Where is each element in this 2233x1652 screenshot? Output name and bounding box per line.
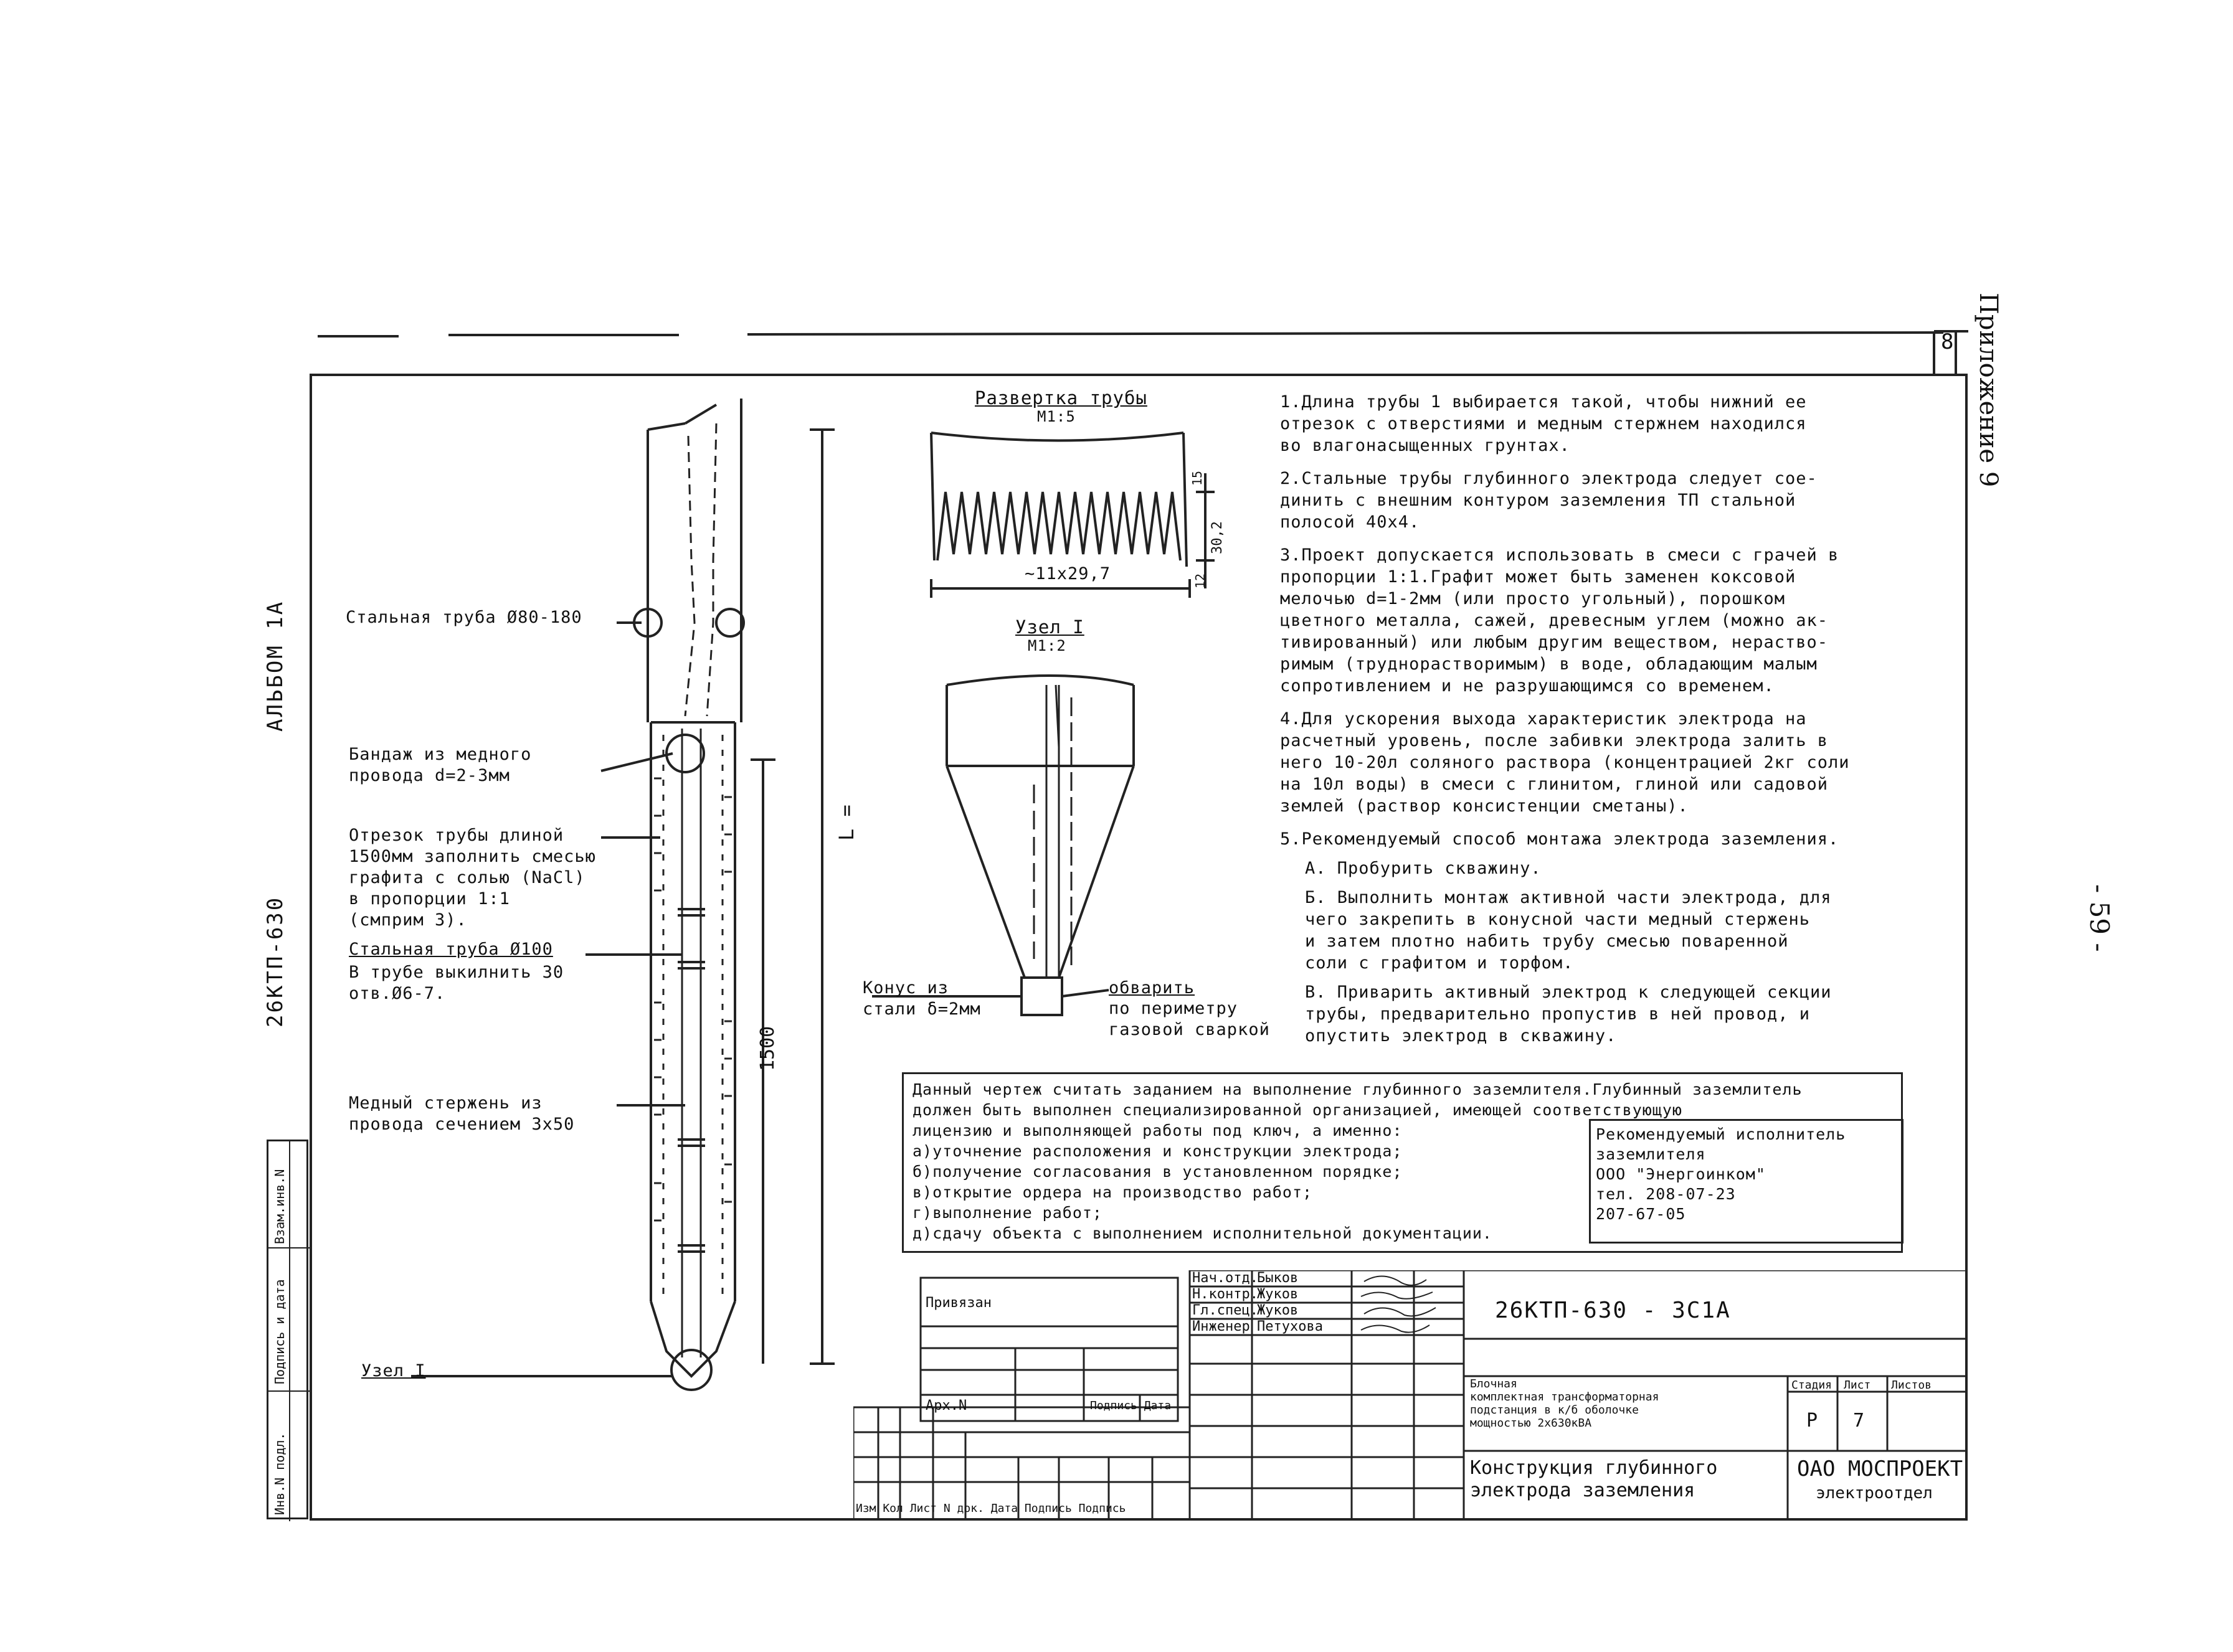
contractor-box: Рекомендуемый исполнитель заземлителя ООО "Энергоинком" тел. 208-07-23 207-67-05 bbox=[1589, 1119, 1904, 1244]
unfold-dim-height: 30,2 bbox=[1210, 521, 1225, 554]
unfold-title: Развертка трубы bbox=[975, 387, 1147, 408]
dim-1500: 1500 bbox=[757, 1026, 779, 1071]
sheet-corner-number: 8 bbox=[1941, 329, 1955, 354]
tb-code: 26КТП-630 - ЗС1А bbox=[1495, 1298, 1731, 1323]
note-4: 4.Для ускорения выхода характеристик электрода на расчетный уровень, после забивки электрода залить в него 10-20л соляного раствора (концентрацией 2кг соли на 10л воды) в смеси с глинитом, глиной или садовой землей (раствор консистенции сметаны). bbox=[1280, 709, 1850, 816]
label-pipe-segment: Отрезок трубы длиной 1500мм заполнить смесью графита с солью (NaCl) в пропорции 1:1 (смприм 3). bbox=[349, 826, 596, 930]
unfold-dim-width: ~11x29,7 bbox=[1025, 564, 1111, 583]
cone-label-right-title: обварить bbox=[1109, 978, 1195, 998]
dim-L: L = bbox=[835, 805, 858, 841]
tb-sign-date: Подпись Дата bbox=[1090, 1399, 1172, 1412]
tb-object: Блочная комплектная трансформаторная подстанция в к/б оболочке мощностью 2x630кВА bbox=[1470, 1377, 1659, 1430]
unfold-dim-top: 15 bbox=[1190, 470, 1205, 486]
label-node-ref: Узел I bbox=[361, 1361, 426, 1381]
notes bbox=[1280, 391, 1953, 1047]
tb-role-1: Нач.отд. bbox=[1192, 1270, 1258, 1286]
tb-stage-head: Стадия bbox=[1791, 1379, 1832, 1392]
label-steel-pipe-100: Стальная труба Ø100 bbox=[349, 940, 553, 959]
node-title: Узел I bbox=[1015, 616, 1084, 638]
tb-company: ОАО МОСПРОЕКТ bbox=[1797, 1456, 1963, 1481]
label-steel-pipe-80: Стальная труба Ø80-180 bbox=[346, 608, 582, 627]
info-box bbox=[902, 1072, 1903, 1253]
unfold-dim-right: 12 bbox=[1193, 573, 1208, 588]
tb-name-4: Петухова bbox=[1257, 1319, 1323, 1334]
label-steel-pipe-100-text: В трубе выкилнить 30 отв.Ø6-7. bbox=[349, 963, 564, 1003]
tb-stage: Р bbox=[1806, 1410, 1818, 1432]
label-copper-wire-band: Бандаж из медного провода d=2-3мм bbox=[349, 745, 532, 785]
tb-dept: электроотдел bbox=[1816, 1484, 1933, 1503]
tb-sheet-head: Лист bbox=[1844, 1379, 1871, 1392]
title-block bbox=[853, 1270, 1968, 1521]
note-3: 3.Проект допускается использовать в смеси с грачей в пропорции 1:1.Графит может быть заменен коксовой мелочью d=1-2мм (или просто угольный), порошком цветного металла, сажей, древесным углем (можно ак- тивированный) или любым другим веществом, нераство- римым (труднорастворимым) в воде, обладающим малым сопротивлением и не разрушающимся со временем. bbox=[1280, 545, 1839, 696]
note-2: 2.Стальные трубы глубинного электрода следует сое- динить с внешним контуром заземления ТП стальной полосой 40x4. bbox=[1280, 469, 1818, 532]
tb-name-3: Жуков bbox=[1257, 1303, 1299, 1318]
label-copper-rod: Медный стержень из провода сечением 3x50 bbox=[349, 1093, 575, 1134]
info-text: Данный чертеж считать заданием на выполнение глубинного заземлителя.Глубинный заземлитель должен быть выполнен специализированной организацией, имеющей соответствующую лицензию и выполняющей работы под ключ, а именно: а)уточнение расположения и конструкции электрода; б)получение согласования в установленном порядке; в)открытие ордера на производство работ; г)выполнение работ; д)сдачу объекта с выполнением исполнительной документации. bbox=[913, 1080, 1803, 1242]
tb-sheet: 7 bbox=[1853, 1410, 1865, 1432]
note-1: 1.Длина трубы 1 выбирается такой, чтобы нижний ее отрезок с отверстиями и медным стержнем находился во влагонасыщенных грунтах. bbox=[1280, 392, 1807, 455]
stamp-inv: Инв.N подл. bbox=[272, 1432, 287, 1515]
tb-name-2: Жуков bbox=[1257, 1286, 1299, 1302]
cone-label-left: Конус из стали δ=2мм bbox=[863, 978, 981, 1019]
album-label: АЛЬБОМ 1А bbox=[263, 600, 288, 732]
tb-role-3: Гл.спец. bbox=[1192, 1303, 1258, 1318]
stamp-sign: Подпись и дата bbox=[272, 1279, 287, 1384]
tb-role-2: Н.контр. bbox=[1192, 1286, 1258, 1302]
step-b: Б. Выполнить монтаж активной части электрода, для чего закрепить в конусной части медный стержень и затем плотно набить трубу смесью поваренной соли с графитом и торфом. bbox=[1305, 888, 1832, 973]
series-label: 26КТП-630 bbox=[263, 895, 288, 1027]
tb-sheets-head: Листов bbox=[1891, 1379, 1932, 1392]
tb-role-4: Инженер bbox=[1192, 1319, 1250, 1334]
tb-arch: Арх.N bbox=[926, 1398, 967, 1414]
step-c: В. Приварить активный электрод к следующей секции трубы, предварительно пропустив в ней провод, и опустить электрод в скважину. bbox=[1305, 983, 1832, 1045]
unfold-scale: М1:5 bbox=[1037, 408, 1076, 425]
cone-label-right-text: по периметру газовой сваркой bbox=[1109, 999, 1270, 1039]
stamp-replace: Взам.инв.N bbox=[272, 1169, 287, 1244]
appendix-label: Приложение 9 bbox=[1974, 293, 2003, 488]
tb-name-1: Быков bbox=[1257, 1270, 1299, 1286]
tb-drawing-title: Конструкция глубинного электрода заземления bbox=[1470, 1457, 1718, 1501]
tb-applied: Привязан bbox=[926, 1295, 992, 1311]
tb-columns: Изм Кол Лист N док. Дата Подпись Подпись bbox=[856, 1502, 1126, 1515]
page-number: - 59 - bbox=[2084, 884, 2115, 952]
note-5: 5.Рекомендуемый способ монтажа электрода заземления. bbox=[1280, 829, 1839, 849]
node-scale: М1:2 bbox=[1028, 637, 1066, 654]
step-a: А. Пробурить скважину. bbox=[1305, 859, 1542, 878]
